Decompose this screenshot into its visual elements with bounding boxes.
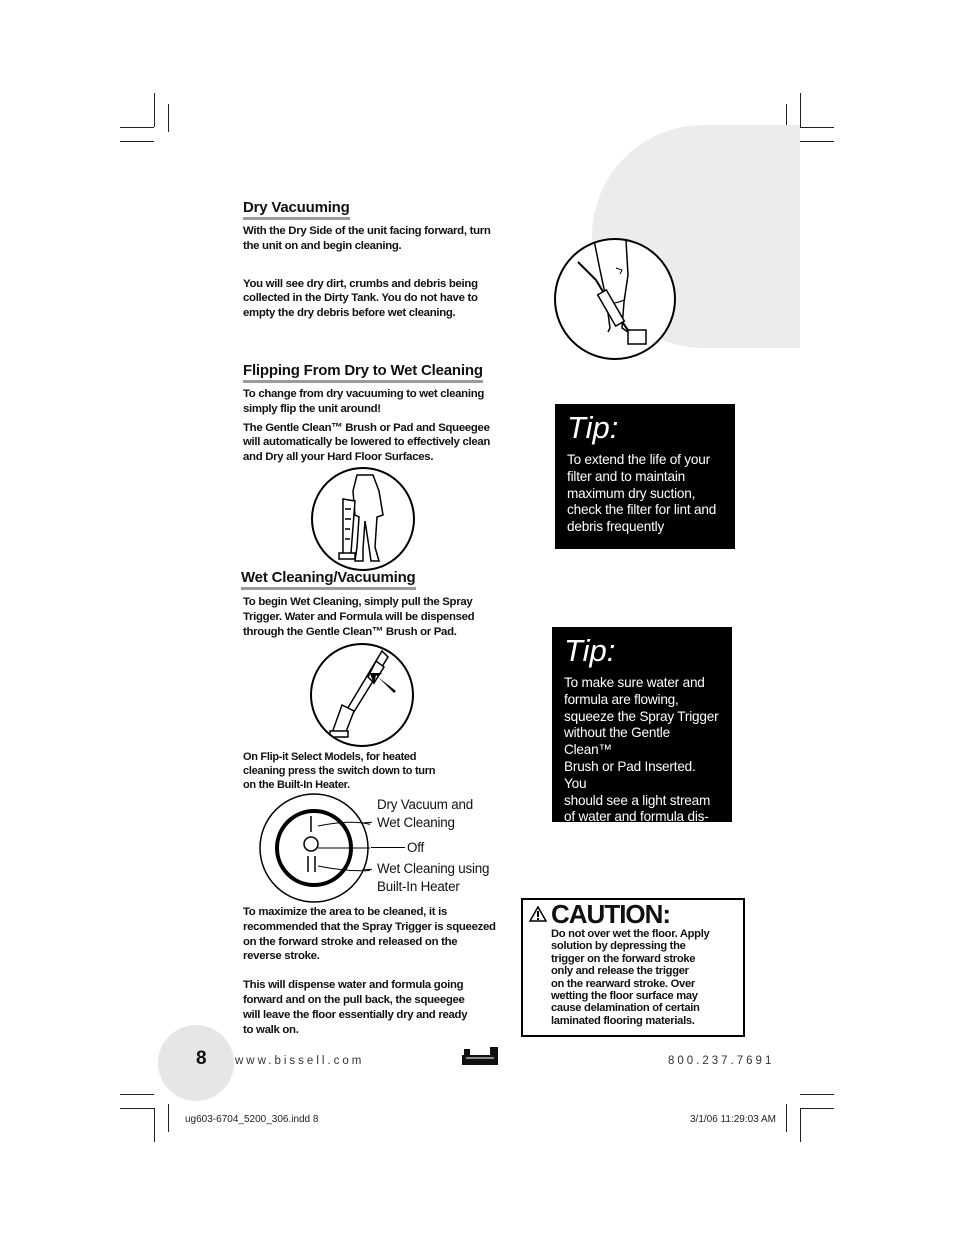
wet-cleaning-heading: Wet Cleaning/Vacuuming — [241, 569, 416, 590]
text-line: debris frequently — [567, 519, 665, 535]
text-line: wetting the floor surface may — [551, 990, 698, 1003]
text-line: To begin Wet Cleaning, simply pull the Spray — [243, 596, 473, 608]
footer-website: www.bissell.com — [235, 1055, 365, 1067]
slug-date: 3/1/06 11:29:03 AM — [690, 1114, 776, 1125]
dry-vacuuming-heading: Dry Vacuuming — [243, 199, 350, 220]
caution-title: CAUTION: — [551, 899, 671, 929]
spray-trigger-illustration — [310, 643, 414, 747]
text-line: simply flip the unit around! — [243, 402, 381, 415]
text-line: cleaning press the switch down to turn — [243, 765, 436, 777]
text-line: on the rearward stroke. Over — [551, 977, 695, 990]
text-line: will automatically be lowered to effectively clean — [243, 436, 491, 449]
maximize-text — [243, 905, 523, 1037]
text-line: Brush or Pad Inserted. You — [564, 758, 696, 791]
slug-filename: ug603-6704_5200_306.indd 8 — [185, 1114, 319, 1125]
text-line: Dry Vacuum and — [377, 797, 473, 812]
text-line: collected in the Dirty Tank. You do not have to — [243, 292, 478, 305]
text-line: laminated flooring materials. — [551, 1014, 695, 1027]
caution-box — [521, 898, 745, 1037]
text-line: To make sure water and — [564, 675, 705, 690]
text-line: and Dry all your Hard Floor Surfaces. — [243, 451, 434, 464]
off-leader-line — [371, 847, 405, 848]
heater-instructions — [243, 750, 483, 792]
heater-switch-diagram — [258, 792, 370, 904]
text-line: This will dispense water and formula going — [243, 979, 464, 992]
text-line: To extend the life of your — [567, 452, 710, 467]
text-line: Do not over wet the floor. Apply — [551, 928, 710, 940]
text-line: of water and formula dis- — [564, 809, 709, 825]
bissell-logo — [462, 1047, 498, 1072]
text-line: On Flip-it Select Models, for heated — [243, 751, 417, 763]
text-line: should see a light stream — [564, 792, 711, 808]
footer-phone: 800.237.7691 — [668, 1055, 775, 1067]
text-line: on the forward stroke and released on the — [243, 935, 458, 948]
text-line: Wet Cleaning — [377, 815, 455, 830]
dry-vacuuming-text — [243, 224, 518, 321]
legend-connector — [362, 792, 372, 904]
text-line: Wet Cleaning using — [377, 861, 490, 876]
wet-cleaning-text — [243, 595, 518, 639]
tip-box-spray — [552, 627, 732, 842]
text-line: squeeze the Spray Trigger — [564, 708, 719, 724]
text-line: the unit on and begin cleaning. — [243, 239, 402, 252]
text-line: forward and on the pull back, the squeegee — [243, 993, 465, 1006]
text-line: to walk on. — [243, 1023, 299, 1036]
text-line: empty the dry debris before wet cleaning. — [243, 307, 456, 320]
text-line: formula are flowing, — [564, 691, 679, 707]
text-line: on the Built-In Heater. — [243, 779, 350, 791]
warning-triangle-icon — [529, 906, 547, 927]
text-line: trigger on the forward stroke — [551, 952, 696, 965]
flipping-heading: Flipping From Dry to Wet Cleaning — [243, 362, 483, 383]
text-line: The Gentle Clean™ Brush or Pad and Squeegee — [243, 421, 490, 434]
tip-text — [567, 452, 723, 536]
text-line: check the filter for lint and — [567, 502, 717, 518]
caution-text — [551, 928, 743, 1027]
flipping-text — [243, 387, 518, 465]
text-line: through the Gentle Clean™ Brush or Pad. — [243, 625, 457, 638]
text-line: cause delamination of certain — [551, 1002, 700, 1015]
legend-position-2 — [377, 860, 489, 896]
legend-off: Off — [407, 840, 425, 855]
text-line: will leave the floor essentially dry and ready — [243, 1008, 468, 1021]
text-line: Trigger. Water and Formula will be dispensed — [243, 610, 475, 623]
text-line: To maximize the area to be cleaned, it is — [243, 906, 447, 918]
text-line: reverse stroke. — [243, 950, 320, 963]
dry-vacuum-illustration — [554, 238, 676, 360]
text-line: recommended that the Spray Trigger is squeezed — [243, 920, 496, 933]
text-line: without the Gentle Clean™ — [564, 725, 670, 758]
tip-title: Tip: — [567, 410, 619, 445]
text-line: To change from dry vacuuming to wet cleaning — [243, 388, 485, 400]
text-line: You will see dry dirt, crumbs and debris being — [243, 277, 478, 290]
tip-text — [564, 675, 720, 843]
text-line: pensed unto the floor. — [564, 826, 691, 842]
page-number: 8 — [196, 1048, 207, 1069]
text-line: filter and to maintain — [567, 468, 686, 484]
tip-title: Tip: — [564, 633, 616, 668]
text-line: With the Dry Side of the unit facing forward, turn — [243, 225, 491, 237]
flip-illustration — [311, 467, 415, 571]
text-line: only and release the trigger — [551, 965, 689, 978]
tip-box-filter — [555, 404, 735, 549]
legend-position-1 — [377, 796, 473, 832]
text-line: maximum dry suction, — [567, 485, 696, 501]
text-line: solution by depressing the — [551, 940, 686, 953]
text-line: Built-In Heater — [377, 879, 460, 894]
